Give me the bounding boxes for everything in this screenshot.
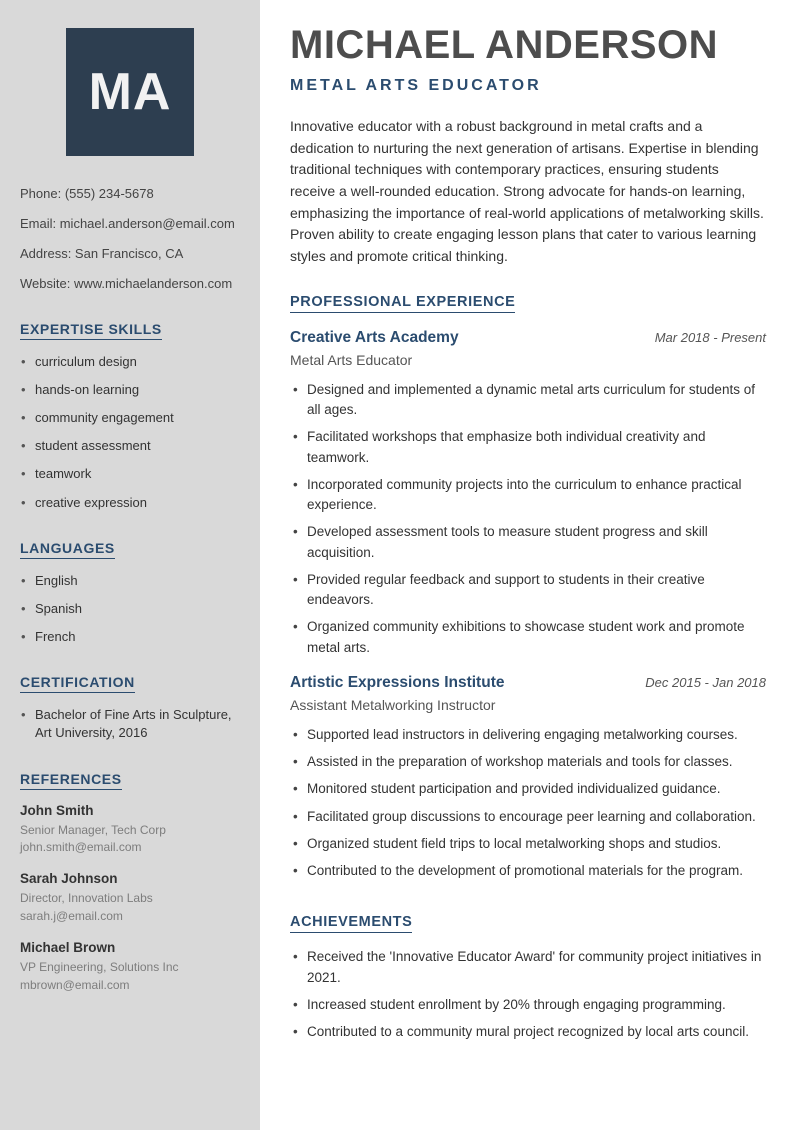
certification-list [20,706,240,742]
job-bullet: • Designed and implemented a dynamic metal arts curriculum for students of all ages. [290,380,766,421]
job-bullet: • Incorporated community projects into the curriculum to enhance practical experience. [290,475,766,516]
job-bullet-list [290,725,766,882]
reference-name: John Smith [20,802,94,818]
language-item: • French [20,628,240,646]
reference-entry [20,940,240,994]
person-name: MICHAEL ANDERSON [290,23,719,67]
sidebar-section-languages [20,540,240,647]
language-item: • Spanish [20,600,240,618]
skill-item: • hands-on learning [20,381,240,399]
certification-item: • Bachelor of Fine Arts in Sculpture, Art University, 2016 [20,706,240,742]
sidebar-section-references [20,771,240,994]
sidebar-section-certification [20,674,240,742]
job-header [290,674,766,692]
job-bullet-list [290,380,766,658]
skill-item: • creative expression [20,494,240,512]
job-bullet: • Developed assessment tools to measure student progress and skill acquisition. [290,522,766,563]
experience-entry [290,674,766,882]
job-role: Metal Arts Educator [290,351,413,368]
contact-website: Website: www.michaelanderson.com [20,275,233,291]
job-bullet: • Organized community exhibitions to showcase student work and promote metal arts. [290,617,766,658]
job-bullet: • Contributed to the development of promotional materials for the program. [290,861,766,881]
job-role: Assistant Metalworking Instructor [290,696,496,713]
reference-email: sarah.j@email.com [20,908,123,923]
achievements-list [290,947,766,1042]
job-header [290,329,766,347]
job-dates: Mar 2018 - Present [654,329,766,345]
job-bullet: • Organized student field trips to local metalworking shops and studios. [290,834,766,854]
achievements-heading: ACHIEVEMENTS [290,914,412,933]
job-dates: Dec 2015 - Jan 2018 [645,674,766,690]
reference-name: Sarah Johnson [20,871,118,887]
company-name: Creative Arts Academy [290,328,459,346]
reference-role: Director, Innovation Labs [20,891,153,906]
job-bullet: • Assisted in the preparation of workshop materials and tools for classes. [290,752,766,772]
reference-entry [20,803,240,857]
sidebar [0,0,260,1130]
avatar-initials: MA [88,63,172,121]
skill-item: • teamwork [20,465,240,483]
references-heading: REFERENCES [20,771,122,790]
certification-heading: CERTIFICATION [20,674,135,693]
contact-info [20,186,240,293]
achievement-bullet: • Increased student enrollment by 20% through engaging programming. [290,995,766,1015]
contact-email: Email: michael.anderson@email.com [20,215,235,231]
skill-item: • curriculum design [20,353,240,371]
experience-entry [290,329,766,658]
contact-address: Address: San Francisco, CA [20,245,184,261]
reference-role: Senior Manager, Tech Corp [20,822,166,837]
job-bullet: • Facilitated group discussions to encourage peer learning and collaboration. [290,807,766,827]
job-bullet: • Provided regular feedback and support to students in their creative endeavors. [290,570,766,611]
contact-phone: Phone: (555) 234-5678 [20,186,154,201]
achievement-bullet: • Contributed to a community mural project recognized by local arts council. [290,1022,766,1042]
languages-heading: LANGUAGES [20,540,115,559]
job-bullet: • Supported lead instructors in delivering engaging metalworking courses. [290,725,766,745]
person-job-title: METAL ARTS EDUCATOR [290,77,542,94]
reference-name: Michael Brown [20,940,116,956]
reference-email: mbrown@email.com [20,977,130,992]
skill-item: • community engagement [20,409,240,427]
skills-heading: EXPERTISE SKILLS [20,321,162,340]
experience-heading: PROFESSIONAL EXPERIENCE [290,294,515,313]
language-item: • English [20,572,240,590]
reference-entry [20,871,240,925]
achievement-bullet: • Received the 'Innovative Educator Award' for community project initiatives in 2021. [290,947,766,988]
job-bullet: • Monitored student participation and provided individualized guidance. [290,779,766,799]
skills-list [20,353,240,512]
resume-main [260,0,800,1130]
languages-list [20,572,240,647]
company-name: Artistic Expressions Institute [290,673,505,691]
reference-role: VP Engineering, Solutions Inc [20,960,179,975]
job-bullet: • Facilitated workshops that emphasize both individual creativity and teamwork. [290,427,766,468]
avatar [66,28,194,156]
sidebar-section-skills [20,321,240,512]
skill-item: • student assessment [20,437,240,455]
summary-paragraph: Innovative educator with a robust background in metal crafts and a dedication to nurturing the next generation of artisans. Expertise in blending traditional techniques with contemporary practices, ensuring students receive a well-rounded education. Strong advocate for hands-on learning, emphasizing the importance of real-world applications of metalworking skills. Proven ability to create engaging lesson plans that cater to various learning styles and promote critical thinking. [290,118,764,265]
reference-email: john.smith@email.com [20,840,142,855]
